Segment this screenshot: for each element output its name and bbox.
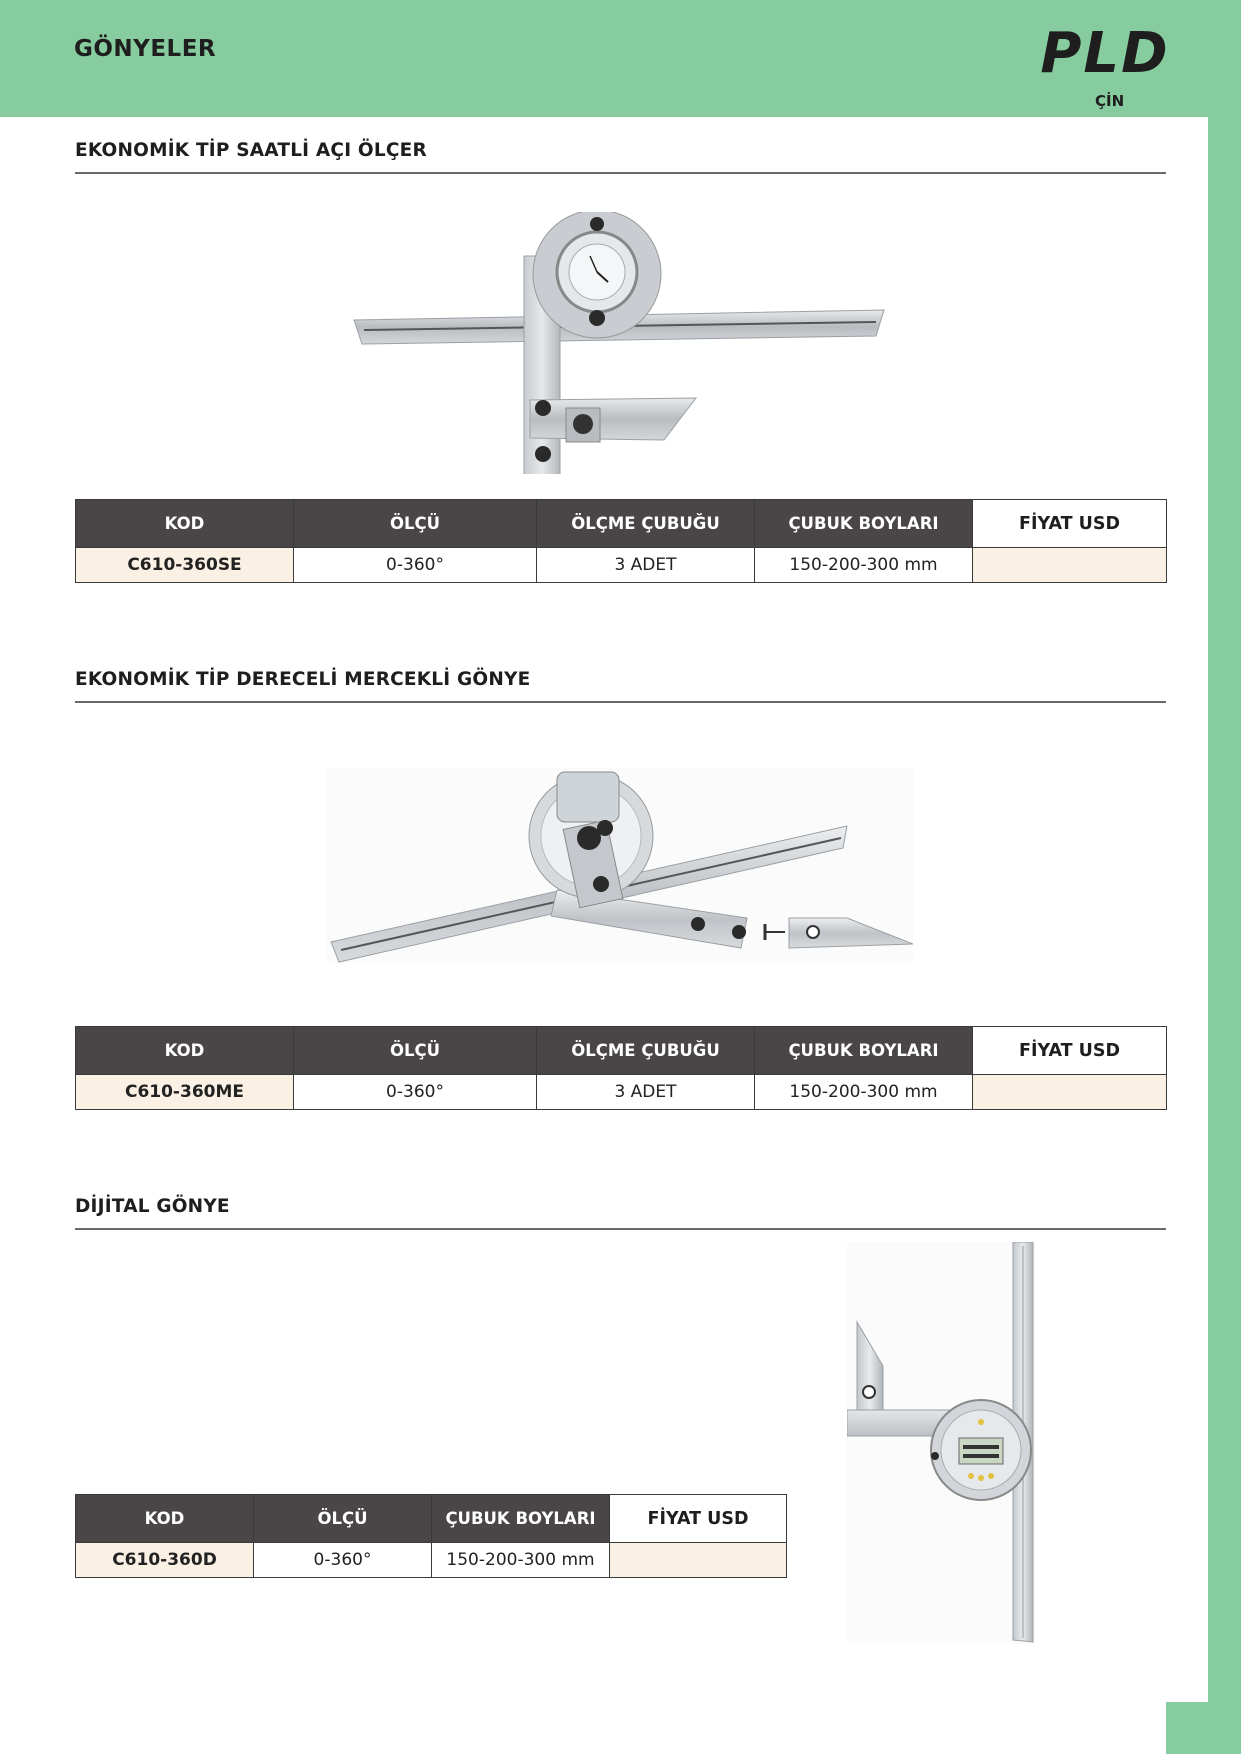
spec-table-3 [75, 1494, 787, 1578]
section-rule-2 [75, 701, 1166, 703]
measure-range: 0-360° [254, 1543, 432, 1578]
header-fiyat-usd: FİYAT USD [973, 1027, 1167, 1075]
header-olcu: ÖLÇÜ [294, 1027, 537, 1075]
section-rule-1 [75, 172, 1166, 174]
header-kod: KOD [76, 1495, 254, 1543]
header-fiyat-usd: FİYAT USD [610, 1495, 787, 1543]
header-cubuk-boylari: ÇUBUK BOYLARI [755, 500, 973, 548]
measure-range: 0-360° [294, 1075, 537, 1110]
bar-lengths: 150-200-300 mm [432, 1543, 610, 1578]
digital-protractor-image [847, 1242, 1035, 1644]
price-cell [610, 1543, 787, 1578]
brand-origin: ÇİN [1095, 92, 1125, 110]
table-row [76, 1543, 787, 1578]
page-title: GÖNYELER [74, 36, 217, 62]
header-kod: KOD [76, 500, 294, 548]
bar-count: 3 ADET [537, 1075, 755, 1110]
bar-lengths: 150-200-300 mm [755, 1075, 973, 1110]
product-code: C610-360ME [76, 1075, 294, 1110]
corner-block [1166, 1702, 1241, 1754]
header-olcme-cubugu: ÖLÇME ÇUBUĞU [537, 500, 755, 548]
header-olcu: ÖLÇÜ [254, 1495, 432, 1543]
brand-logo-text: PLD [1040, 21, 1170, 86]
side-band [1208, 117, 1241, 1754]
measure-range: 0-360° [294, 548, 537, 583]
table-row [76, 548, 1167, 583]
dial-protractor-image [350, 212, 890, 474]
price-cell [973, 1075, 1167, 1110]
brand-logo [1040, 16, 1170, 86]
product-code: C610-360SE [76, 548, 294, 583]
header-olcu: ÖLÇÜ [294, 500, 537, 548]
table-row [76, 1075, 1167, 1110]
spec-table-1 [75, 499, 1167, 583]
product-code: C610-360D [76, 1543, 254, 1578]
bar-count: 3 ADET [537, 548, 755, 583]
price-cell [973, 548, 1167, 583]
section-rule-3 [75, 1228, 1166, 1230]
header-fiyat-usd: FİYAT USD [973, 500, 1167, 548]
section-title-2: EKONOMİK TİP DERECELİ MERCEKLİ GÖNYE [75, 669, 531, 690]
header-cubuk-boylari: ÇUBUK BOYLARI [432, 1495, 610, 1543]
magnifier-protractor-image [327, 768, 913, 964]
header-cubuk-boylari: ÇUBUK BOYLARI [755, 1027, 973, 1075]
header-olcme-cubugu: ÖLÇME ÇUBUĞU [537, 1027, 755, 1075]
header-kod: KOD [76, 1027, 294, 1075]
bar-lengths: 150-200-300 mm [755, 548, 973, 583]
section-title-1: EKONOMİK TİP SAATLİ AÇI ÖLÇER [75, 140, 427, 161]
spec-table-2 [75, 1026, 1167, 1110]
section-title-3: DİJİTAL GÖNYE [75, 1196, 230, 1217]
